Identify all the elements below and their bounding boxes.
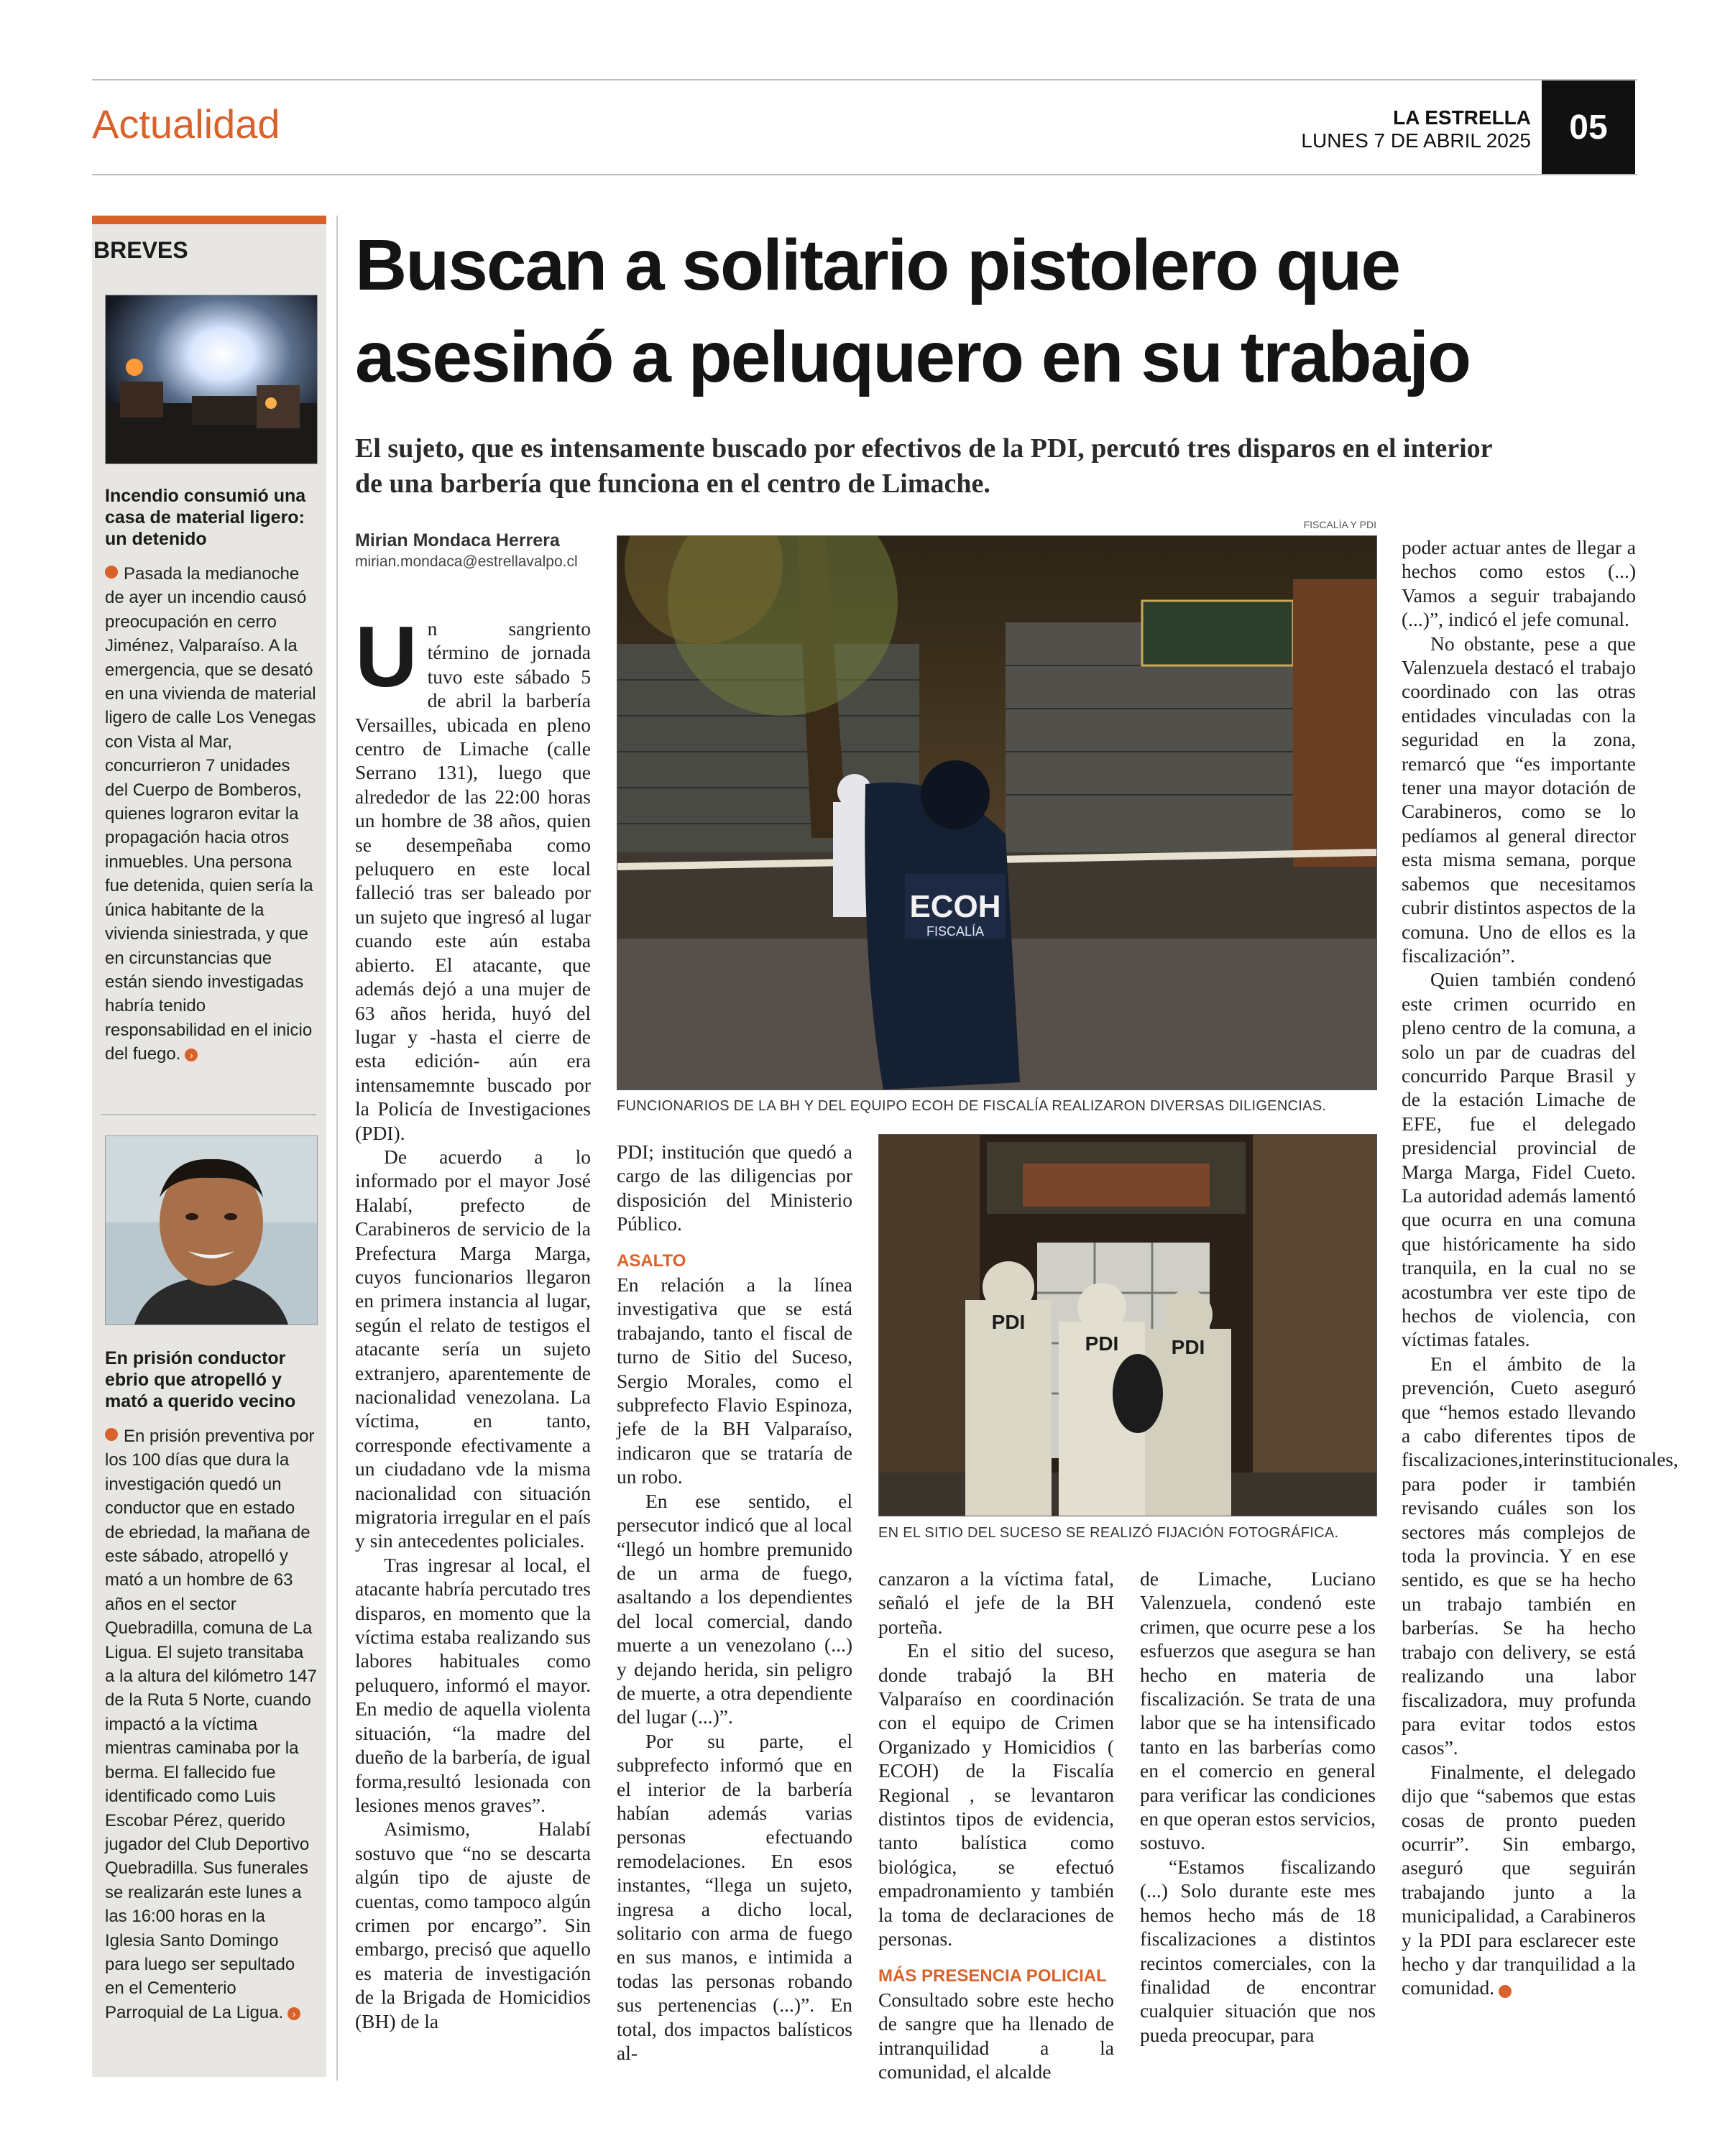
paragraph: De acuerdo a lo informado por el mayor José Halabí, prefecto de Carabineros de servicio de la Prefectura Marga Marga, cuyos funcionarios llegaron en primera instancia al lugar, según el relato de testigos el atacante sería un sujeto extranjero, aparentemente de nacionalidad venezolana. La víctima, en tanto, corresponde efectivamente a un ciudadano vde la misma nacionalidad con situación migratoria irregular en el país y sin antecedentes policiales. <box>355 1145 591 1552</box>
top-rule <box>92 79 1637 80</box>
forensic-photo <box>878 1134 1377 1516</box>
sidebar-divider <box>101 1114 316 1115</box>
brief-2-title: En prisión conductor ebrio que atropelló y mató a querido vecino <box>105 1348 296 1411</box>
brief-1-title: Incendio consumió una casa de material ligero: un detenido <box>105 486 306 549</box>
end-mark-icon: › <box>1499 1985 1512 1998</box>
article-column-4 <box>1140 1567 1376 2047</box>
paragraph <box>1402 1760 1636 2000</box>
sidebar-accent-bar <box>92 216 326 224</box>
brief-2-text <box>105 1424 318 2024</box>
photo1-caption: FUNCIONARIOS DE LA BH Y DEL EQUIPO ECOH DE FISCALÍA REALIZARON DIVERSAS DILIGENCIAS. <box>617 1098 1327 1114</box>
bullet-icon <box>105 566 118 579</box>
victim-portrait <box>105 1135 318 1325</box>
bullet-icon <box>105 1428 118 1441</box>
pdi-suit-text-1: PDI <box>991 1311 1026 1333</box>
brief-1-text <box>105 562 318 1067</box>
paragraph: canzaron a la víctima fatal, señaló el jefe de la BH porteña. <box>878 1567 1114 1638</box>
article-column-5 <box>1402 535 1678 2000</box>
paragraph: de Limache, Luciano Valenzuela, condenó este crimen, que ocurre pese a los esfuerzos que asegura se han hecho en materia de fiscalización. Se trata de una labor que se ha intensificado tanto en las barberías como en el comercio en general para verificar las condiciones en que operan estos servicios, sostuvo. <box>1140 1567 1376 1854</box>
brief-1-body: Pasada la medianoche de ayer un incendio causó preocupación en cerro Jiménez, Valparaíso. A la emergencia, que se desató en una vivienda de material ligero de calle Los Venegas con Vista al Mar, concurrieron 7 unidades del Cuerpo de Bomberos, quienes lograron evitar la propagación hacia otros inmuebles. Una persona fue detenida, quien sería la única habitante de la vivienda siniestrada, y que en circunstancias que están siendo investigadas habría tenido responsabilidad en el inicio del fuego. <box>105 564 316 1064</box>
paragraph: “Estamos fiscalizando (...) Solo durante este mes hemos hecho más de 18 fiscalizaciones a distintos recintos comerciales, con la finalidad de encontrar cualquier situación que nos pueda preocupar, para <box>1140 1855 1376 2046</box>
brief-2-body: En prisión preventiva por los 100 días que dura la investigación quedó un conductor que en estado de ebriedad, la mañana de este sábado, atropelló y mató a un hombre de 63 años en el sector Quebradilla, comuna de La Ligua. El sujeto transitaba a la altura del kilómetro 147 de la Ruta 5 Norte, cuando impactó a la víctima mientras caminaba por la berma. El fallecido fue identificado como Luis Escobar Pérez, querido jugador del Club Deportivo Quebradilla. Sus funerales se realizarán este lunes a las 16:00 horas en la Iglesia Santo Domingo para luego ser sepultado en el Cementerio Parroquial de La Ligua. <box>105 1427 317 2022</box>
ecoh-vest-subtext: FISCALÍA <box>926 924 985 939</box>
byline-author: Mirian Mondaca Herrera <box>355 530 560 550</box>
drop-cap: U <box>355 609 418 705</box>
masthead <box>1222 106 1531 152</box>
ecoh-vest-text: ECOH <box>909 889 1001 924</box>
breves-label: BREVES <box>93 237 188 263</box>
photo-credit: FISCALÍA Y PDI <box>1303 519 1376 530</box>
article-column-3 <box>878 1567 1114 2084</box>
column-divider <box>336 216 338 2081</box>
paragraph: En el ámbito de la prevención, Cueto aseguró que “hemos estado llevando a cabo diferentes tipos de fiscalizaciones,interinstitucionales, para poder ir también revisando cuáles son los sectores más complejos de toda la provincia. Y en ese sentido, es que se ha hecho un trabajo también en barberías. Se ha hecho trabajo con delivery, se está realizando una labor fiscalizadora, muy profunda para evitar todos estos casos”. <box>1402 1352 1678 1759</box>
page-number: 05 <box>1542 80 1635 174</box>
article-column-1 <box>355 609 591 2033</box>
section-label: Actualidad <box>92 101 280 147</box>
paragraph: Consultado sobre este hecho de sangre que ha llenado de intranquilidad a la comunidad, el alcalde <box>878 1988 1114 2083</box>
article-column-2 <box>617 1140 852 2065</box>
pdi-suit-text-3: PDI <box>1171 1336 1205 1358</box>
final-paragraph-text: Finalmente, el delegado dijo que “sabemos que estas cosas de pronto pueden ocurrir”. Sin embargo, aseguró que seguirán trabajando junto a la municipalidad, a Carabineros y la PDI para esclarecer este hecho y dar tranquilidad a la comunidad. <box>1402 1760 1636 1999</box>
paragraph: Quien también condenó este crimen ocurrido en pleno centro de la comuna, a solo un par de cuadras del concurrido Parque Brasil y de la estación Limache de EFE, fue el delegado presidencial provincial de Marga Marga, Fidel Cueto. La autoridad además lamentó que ocurra en una comuna que históricamente ha sido tranquila, en la cual no se acostumbra ver este tipo de hechos de violencia, con víctimas fatales. <box>1402 968 1636 1351</box>
end-mark-icon: › <box>185 1049 198 1061</box>
headline: Buscan a solitario pistolero que asesinó a peluquero en su trabajo <box>355 225 1471 397</box>
paper-name: LA ESTRELLA <box>1393 106 1531 129</box>
header-rule <box>92 174 1637 175</box>
paragraph: No obstante, pese a que Valenzuela destacó el trabajo coordinado con las otras entidades vinculadas con la seguridad en la zona, remarcó que “es importante tener una mayor dotación de Carabineros, como se lo pedíamos al general director esta misma semana, porque sabemos que necesitamos cubrir distintos aspectos de la comuna. Uno de ellos es la fiscalización”. <box>1402 632 1636 967</box>
subhead-asalto: ASALTO <box>617 1250 686 1271</box>
paragraph: PDI; institución que quedó a cargo de las diligencias por disposición del Ministerio Público. <box>617 1141 852 1235</box>
crime-scene-photo <box>617 535 1377 1090</box>
dek: El sujeto, que es intensamente buscado por efectivos de la PDI, percutó tres disparos en el interior de una barbería que funciona en el centro de Limache. <box>355 433 1492 499</box>
byline-email: mirian.mondaca@estrellavalpo.cl <box>355 553 578 570</box>
paragraph: Asimismo, Halabí sostuvo que “no se descarta algún tipo de ajuste de cuentas, como tampoco algún crimen por encargo”. Sin embargo, precisó que aquello es materia de investigación de la Brigada de Homicidios (BH) de la <box>355 1818 591 2032</box>
pdi-suit-text-2: PDI <box>1085 1332 1119 1355</box>
issue-date: LUNES 7 DE ABRIL 2025 <box>1301 129 1531 152</box>
paragraph: Tras ingresar al local, el atacante habría percutado tres disparos, en momento que la víctima estaba realizando sus labores habituales como peluquero, informó el mayor. En medio de aquella violenta situación, “la madre del dueño de la barbería, de igual forma,resultó lesionada con lesiones menos graves”. <box>355 1553 591 1816</box>
paragraph: En relación a la línea investigativa que se está trabajando, tanto el fiscal de turno de Sitio del Suceso, Sergio Morales, como el subprefecto Flavio Espinoza, jefe de la BH Valparaíso, indicaron que se trataría de un robo. <box>617 1273 852 1488</box>
subhead-presencia-policial: MÁS PRESENCIA POLICIAL <box>878 1966 1107 1986</box>
fire-photo <box>105 295 318 464</box>
paragraph: poder actuar antes de llegar a hechos como estos (...) Vamos a seguir trabajando (...)”, indicó el jefe comunal. <box>1402 536 1636 631</box>
paragraph: En ese sentido, el persecutor indicó que al local “llegó un hombre premunido de un arma de fuego, asaltando a los dependientes del local comercial, dando muerte a un venezolano (...) y dejando herida, sin peligro de muerte, a otra dependiente del lugar (...)”. <box>617 1489 852 1728</box>
paragraph: En el sitio del suceso, donde trabajó la BH Valparaíso en coordinación con el equipo de Crimen Organizado y Homicidios ( ECOH) de la Fiscalía Regional , se levantaron distintos tipos de evidencia, tanto balística como biológica, se efectuó empadronamiento y también la toma de declaraciones de personas. <box>878 1639 1114 1950</box>
paragraph: n sangriento término de jornada tuvo este sábado 5 de abril la barbería Versailles, ubicada en pleno centro de Limache (calle Serrano 131), luego que alrededor de las 22:00 horas un hombre de 38 años, quien se desempeñaba como peluquero en este local falleció tras ser baleado por un sujeto que ingresó al lugar cuando este aún estaba abierto. El atacante, que además dejó a una mujer de 63 años herida, huyó del lugar y -hasta el cierre de esta edición- aún era intensamemnte buscado por la Policía de Investigaciones (PDI). <box>355 617 591 1144</box>
photo2-caption: EN EL SITIO DEL SUCESO SE REALIZÓ FIJACIÓN FOTOGRÁFICA. <box>878 1525 1339 1541</box>
end-mark-icon: › <box>288 2007 300 2020</box>
paragraph: Por su parte, el subprefecto informó que en el interior de la barbería habían además varias personas efectuando remodelaciones. En esos instantes, “llega un sujeto, ingresa a dicho local, solitario con arma de fuego en sus manos, e intimida a todas las personas robando sus pertenencias (...)”. En total, dos impactos balísticos al- <box>617 1729 852 2065</box>
